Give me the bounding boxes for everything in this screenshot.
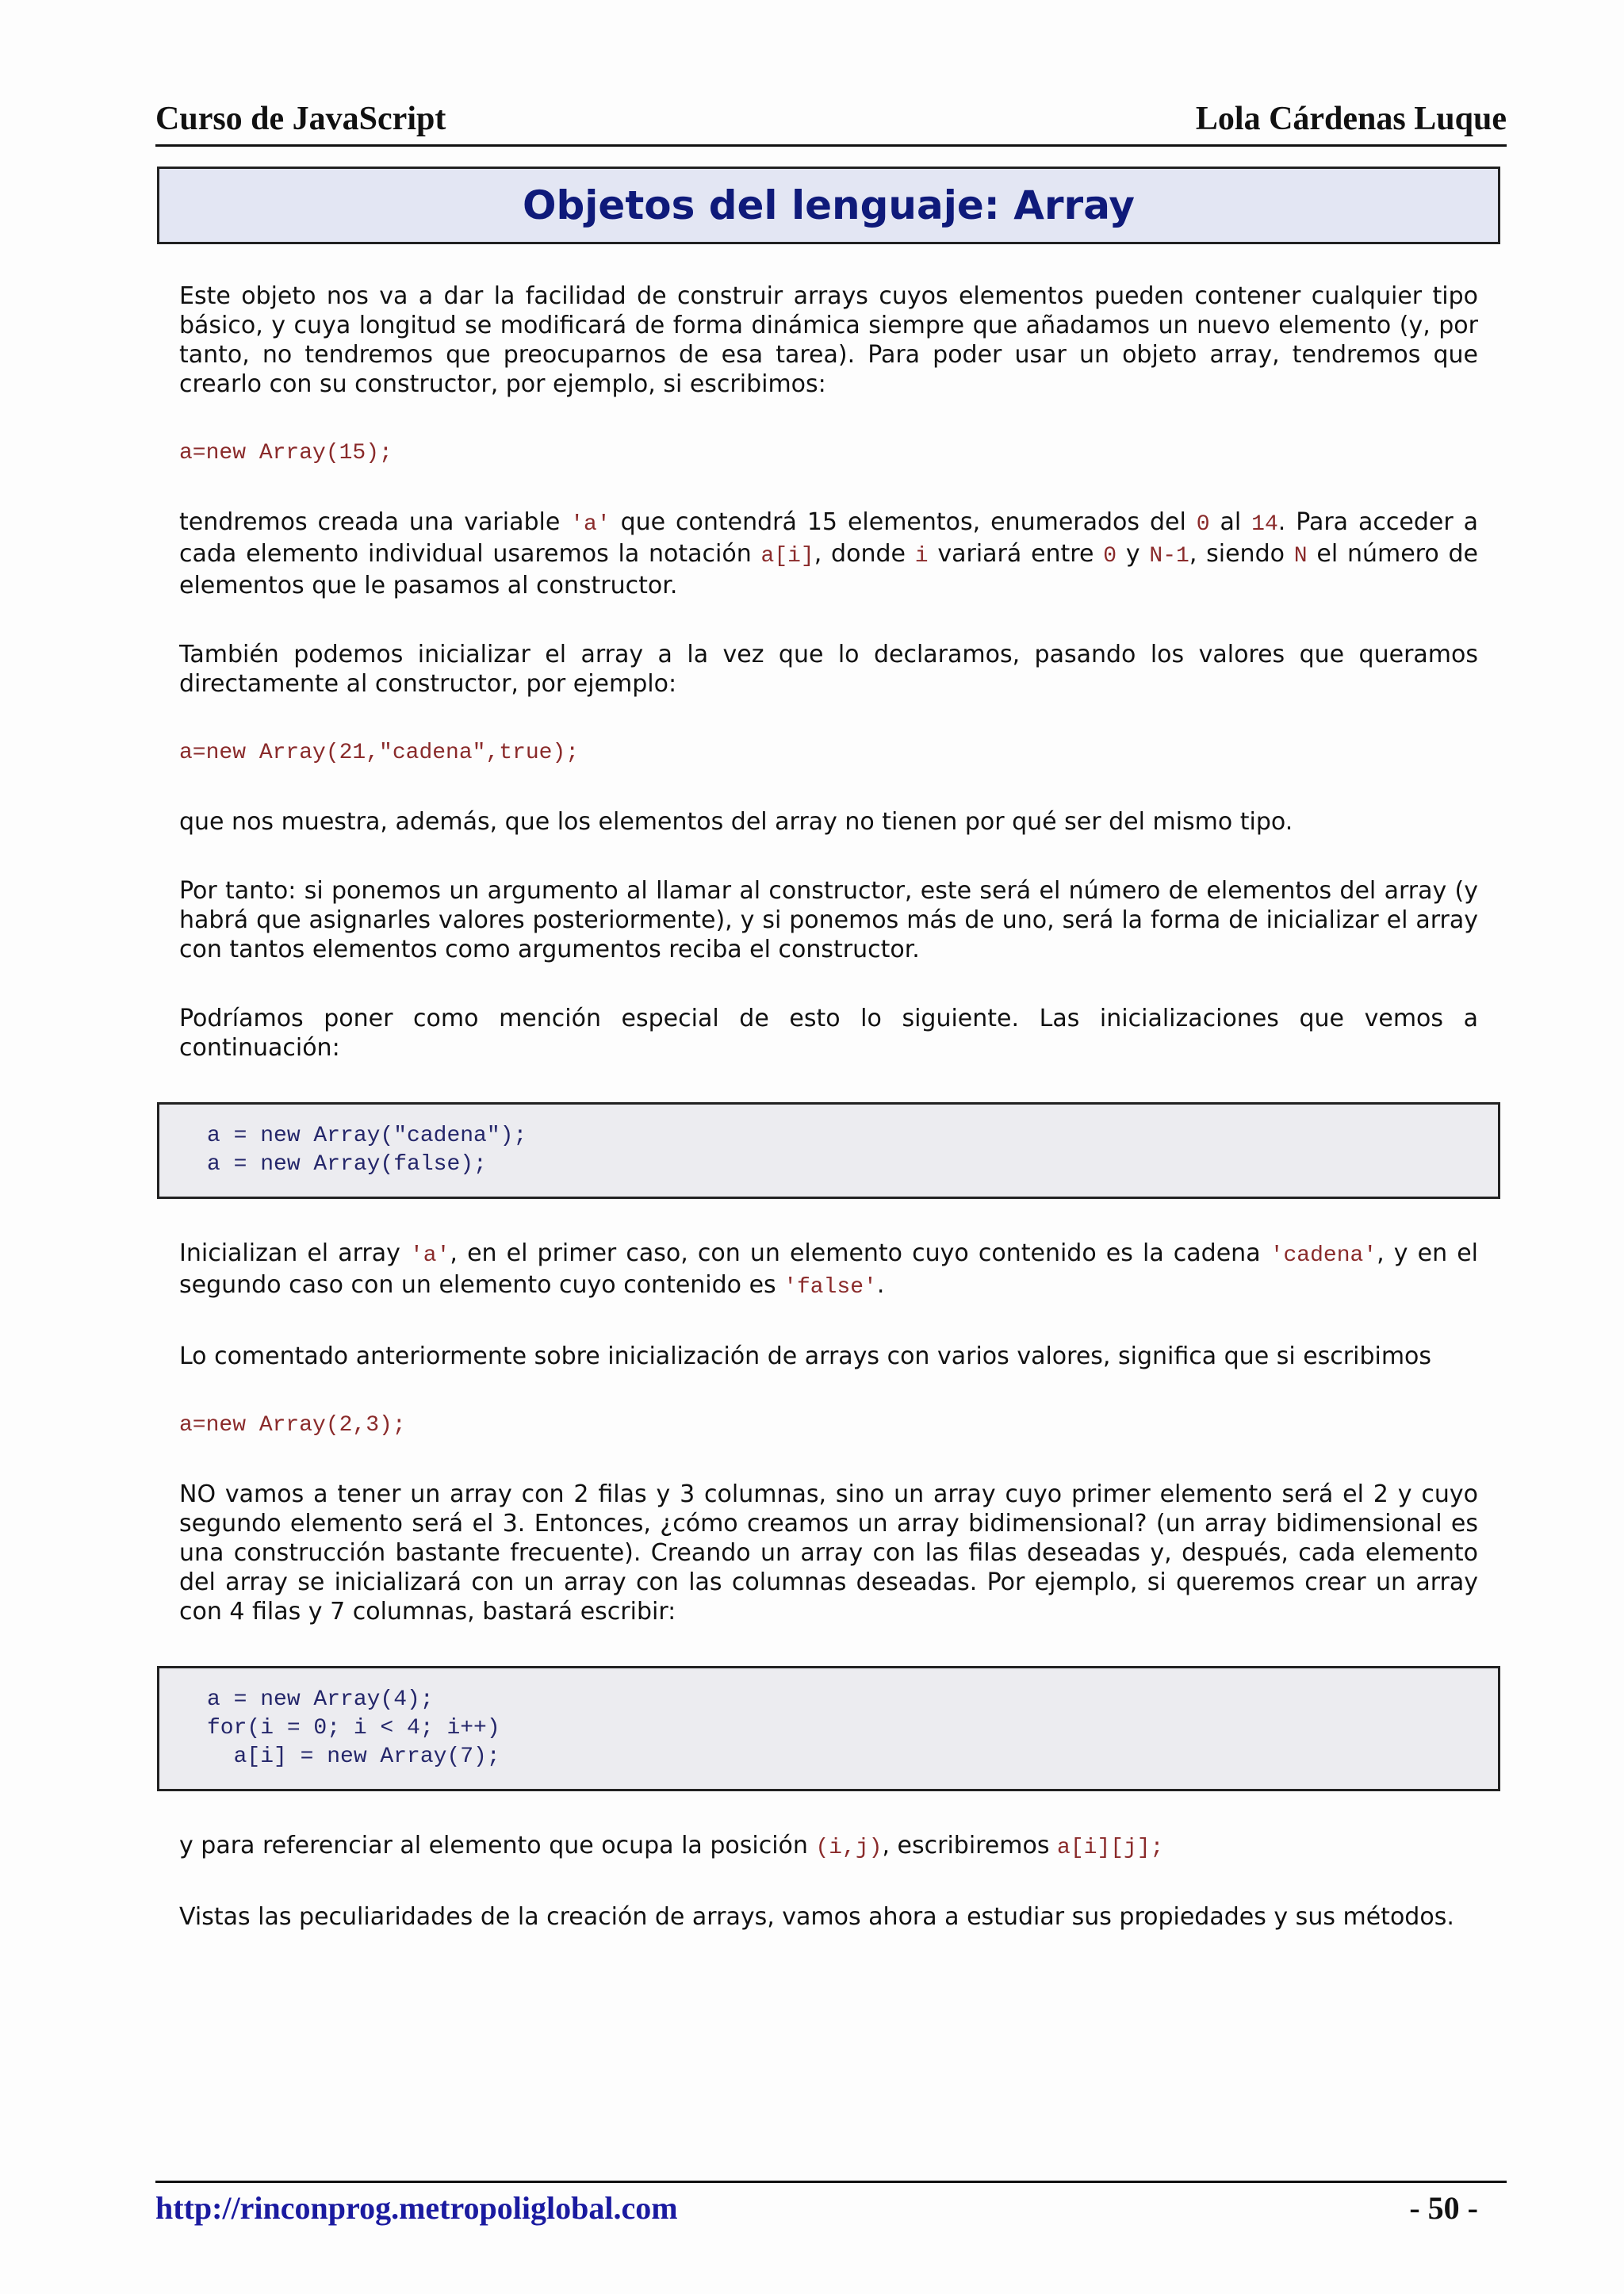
page-number: - 50 - xyxy=(1409,2190,1478,2226)
inline-code: 0 xyxy=(1103,544,1117,569)
inline-code: 'a' xyxy=(410,1243,450,1268)
paragraph-intro: Este objeto nos va a dar la facilidad de construir arrays cuyos elementos pueden contener cualquier tipo básico, y cuya longitud se modificará de forma dinámica siempre que añadamos un nuevo elemento (y, por tanto, no tendremos que preocuparnos de esa tarea). Para poder usar un objeto array, tendremos que crearlo con su constructor, por ejemplo, si escribimos: xyxy=(179,282,1478,398)
main-content xyxy=(179,281,1478,1971)
paragraph-reference: y para referenciar al elemento que ocupa la posición (i,j), escribiremos a[i][j]; xyxy=(179,1832,1164,1860)
paragraph-explanation: Inicializan el array 'a', en el primer caso, con un elemento cuyo contenido es la cadena 'cadena', y en el segundo caso con un elemento cuyo contenido es 'false'. xyxy=(179,1239,1478,1300)
footer-url-link[interactable]: http://rinconprog.metropoliglobal.com xyxy=(155,2190,678,2226)
inline-code: 'false' xyxy=(783,1275,877,1300)
inline-code: i xyxy=(914,544,929,569)
paragraph-indexing: tendremos creada una variable 'a' que contendrá 15 elementos, enumerados del 0 al 14. Para acceder a cada elemento individual usaremos la notación a[i], donde i variará entre 0 y N-1, siendo N el número de elementos que le pasamos al constructor. xyxy=(179,508,1478,599)
code-box-line: a[i] = new Array(7); xyxy=(207,1744,500,1769)
header-author: Lola Cárdenas Luque xyxy=(1195,101,1507,137)
paragraph-bidimensional: NO vamos a tener un array con 2 filas y 3 columnas, sino un array cuyo primer elemento será el 2 y cuyo segundo elemento será el 3. Entonces, ¿cómo creamos un array bidimensional? (un array bidimensional es una construcción bastante frecuente). Creando un array con las filas deseadas y, después, cada elemento del array se inicializará con un array con las columnas deseadas. Por ejemplo, si queremos crear un array con 4 filas y 7 columnas, bastará escribir: xyxy=(179,1480,1478,1626)
inline-code: (i,j) xyxy=(815,1836,883,1860)
inline-code: 'a' xyxy=(570,512,611,537)
code-box-line: a = new Array("cadena"); xyxy=(207,1124,527,1148)
paragraph-multivalue: Lo comentado anteriormente sobre inicialización de arrays con varios valores, significa que si escribimos xyxy=(179,1342,1432,1370)
paragraph-types: que nos muestra, además, que los elementos del array no tienen por qué ser del mismo tipo. xyxy=(179,808,1293,836)
paragraph-conclusion: Vistas las peculiaridades de la creación de arrays, vamos ahora a estudiar sus propiedades y sus métodos. xyxy=(179,1903,1454,1931)
inline-code: N xyxy=(1293,544,1308,569)
inline-code: a[i][j]; xyxy=(1057,1836,1164,1860)
page-header xyxy=(155,95,1507,147)
code-box-line: a = new Array(4); xyxy=(207,1687,434,1712)
inline-code: 0 xyxy=(1196,512,1210,537)
inline-code: N-1 xyxy=(1149,544,1189,569)
code-example-2: a=new Array(21,"cadena",true); xyxy=(179,741,580,765)
paragraph-init: También podemos inicializar el array a la vez que lo declaramos, pasando los valores que queramos directamente al constructor, por ejemplo: xyxy=(179,641,1478,698)
inline-code: 'cadena' xyxy=(1270,1243,1377,1268)
code-box-line: a = new Array(false); xyxy=(207,1152,487,1177)
code-box-1 xyxy=(157,1102,1500,1199)
inline-code: 14 xyxy=(1251,512,1278,537)
code-box-2 xyxy=(157,1666,1500,1791)
code-example-1: a=new Array(15); xyxy=(179,441,393,465)
code-box-line: for(i = 0; i < 4; i++) xyxy=(207,1716,500,1741)
code-example-3: a=new Array(2,3); xyxy=(179,1413,406,1438)
inline-code: a[i] xyxy=(760,544,814,569)
paragraph-summary: Por tanto: si ponemos un argumento al llamar al constructor, este será el número de elementos del array (y habrá que asignarles valores posteriormente), y si ponemos más de uno, será la forma de inicializar el array con tantos elementos como argumentos reciba el constructor. xyxy=(179,877,1478,963)
page-title: Objetos del lenguaje: Array xyxy=(157,167,1500,244)
page-footer xyxy=(155,2181,1507,2227)
header-course-title: Curso de JavaScript xyxy=(155,101,446,137)
paragraph-special: Podríamos poner como mención especial de esto lo siguiente. Las inicializaciones que vemos a continuación: xyxy=(179,1005,1478,1062)
